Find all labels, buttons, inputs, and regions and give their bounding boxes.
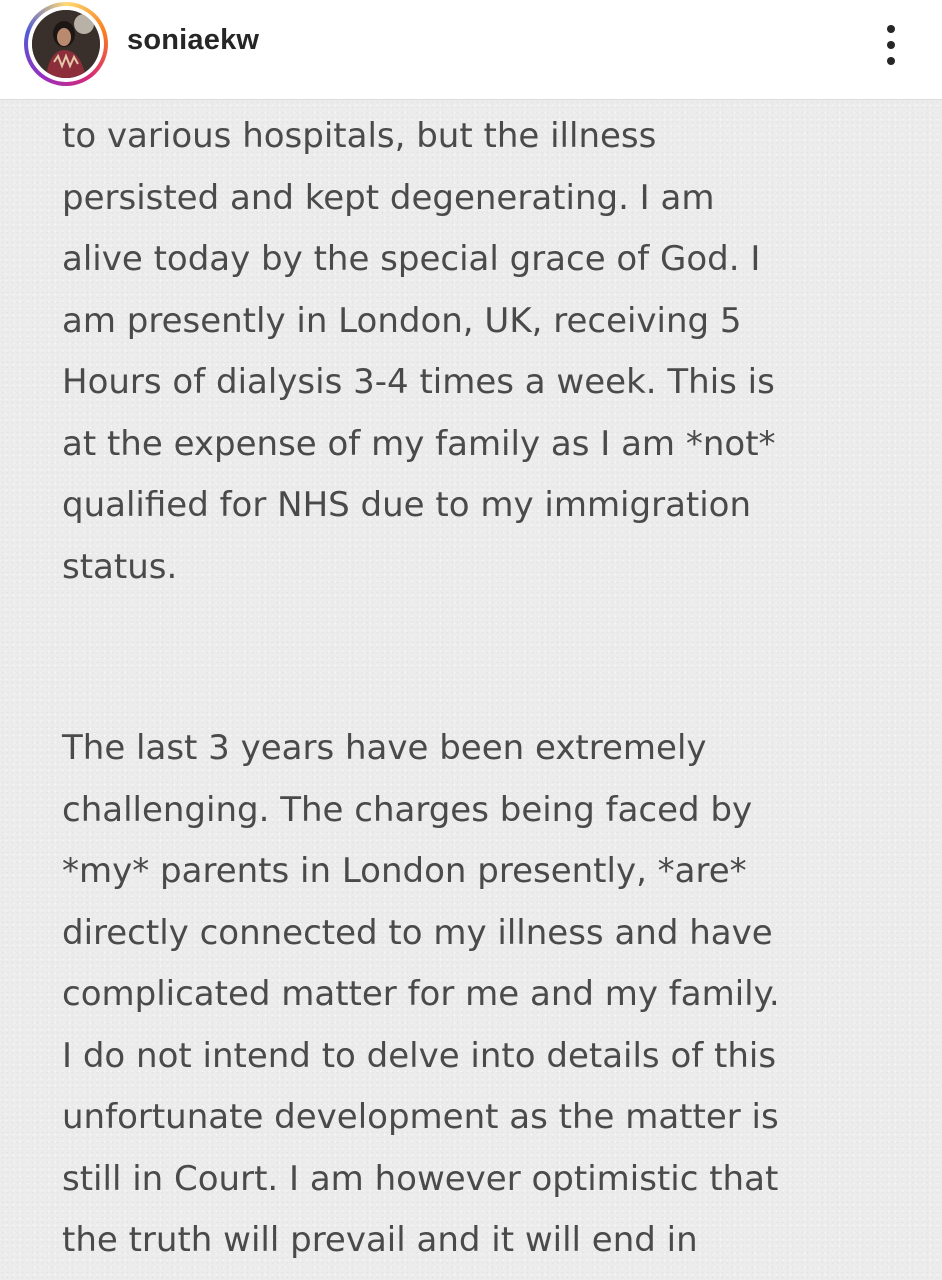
more-options-button[interactable]	[870, 18, 912, 72]
username-link[interactable]: soniaekw	[127, 24, 260, 56]
post-text-line: the truth will prevail and it will end in	[62, 1220, 698, 1260]
vertical-ellipsis-icon	[887, 57, 895, 65]
post-header	[0, 0, 942, 100]
post-text-line: am presently in London, UK, receiving 5	[62, 300, 742, 341]
vertical-ellipsis-icon	[887, 41, 895, 49]
post-text-line: The last 3 years have been extremely	[62, 728, 707, 768]
avatar[interactable]	[32, 10, 100, 78]
post-text-line: Hours of dialysis 3-4 times a week. This is	[62, 362, 775, 402]
post-text-line: *my* parents in London presently, *are*	[62, 851, 747, 891]
post-text-line: unfortunate development as the matter is	[62, 1097, 779, 1137]
vertical-ellipsis-icon	[887, 25, 895, 33]
post-text-line: I do not intend to delve into details of this	[62, 1035, 777, 1076]
post-text-line: complicated matter for me and my family.	[62, 974, 780, 1014]
post-text-line: challenging. The charges being faced by	[62, 789, 753, 830]
post-paragraph	[62, 718, 780, 1272]
post-text-line: status.	[62, 546, 178, 587]
post-text-line: still in Court. I am however optimistic that	[62, 1158, 779, 1199]
post-text-line: qualified for NHS due to my immigration	[62, 485, 752, 525]
post-text-line: alive today by the special grace of God. I	[62, 239, 761, 279]
post-text-line: at the expense of my family as I am *not*	[62, 423, 776, 464]
post-text-line: directly connected to my illness and have	[62, 912, 773, 953]
post-text-line: to various hospitals, but the illness	[62, 116, 657, 156]
story-ring[interactable]	[24, 2, 108, 86]
avatar-photo-icon	[32, 10, 100, 78]
post-image[interactable]	[0, 100, 942, 1280]
post-paragraph	[62, 106, 776, 598]
post-text-line: persisted and kept degenerating. I am	[62, 177, 715, 218]
avatar-border	[28, 6, 104, 82]
